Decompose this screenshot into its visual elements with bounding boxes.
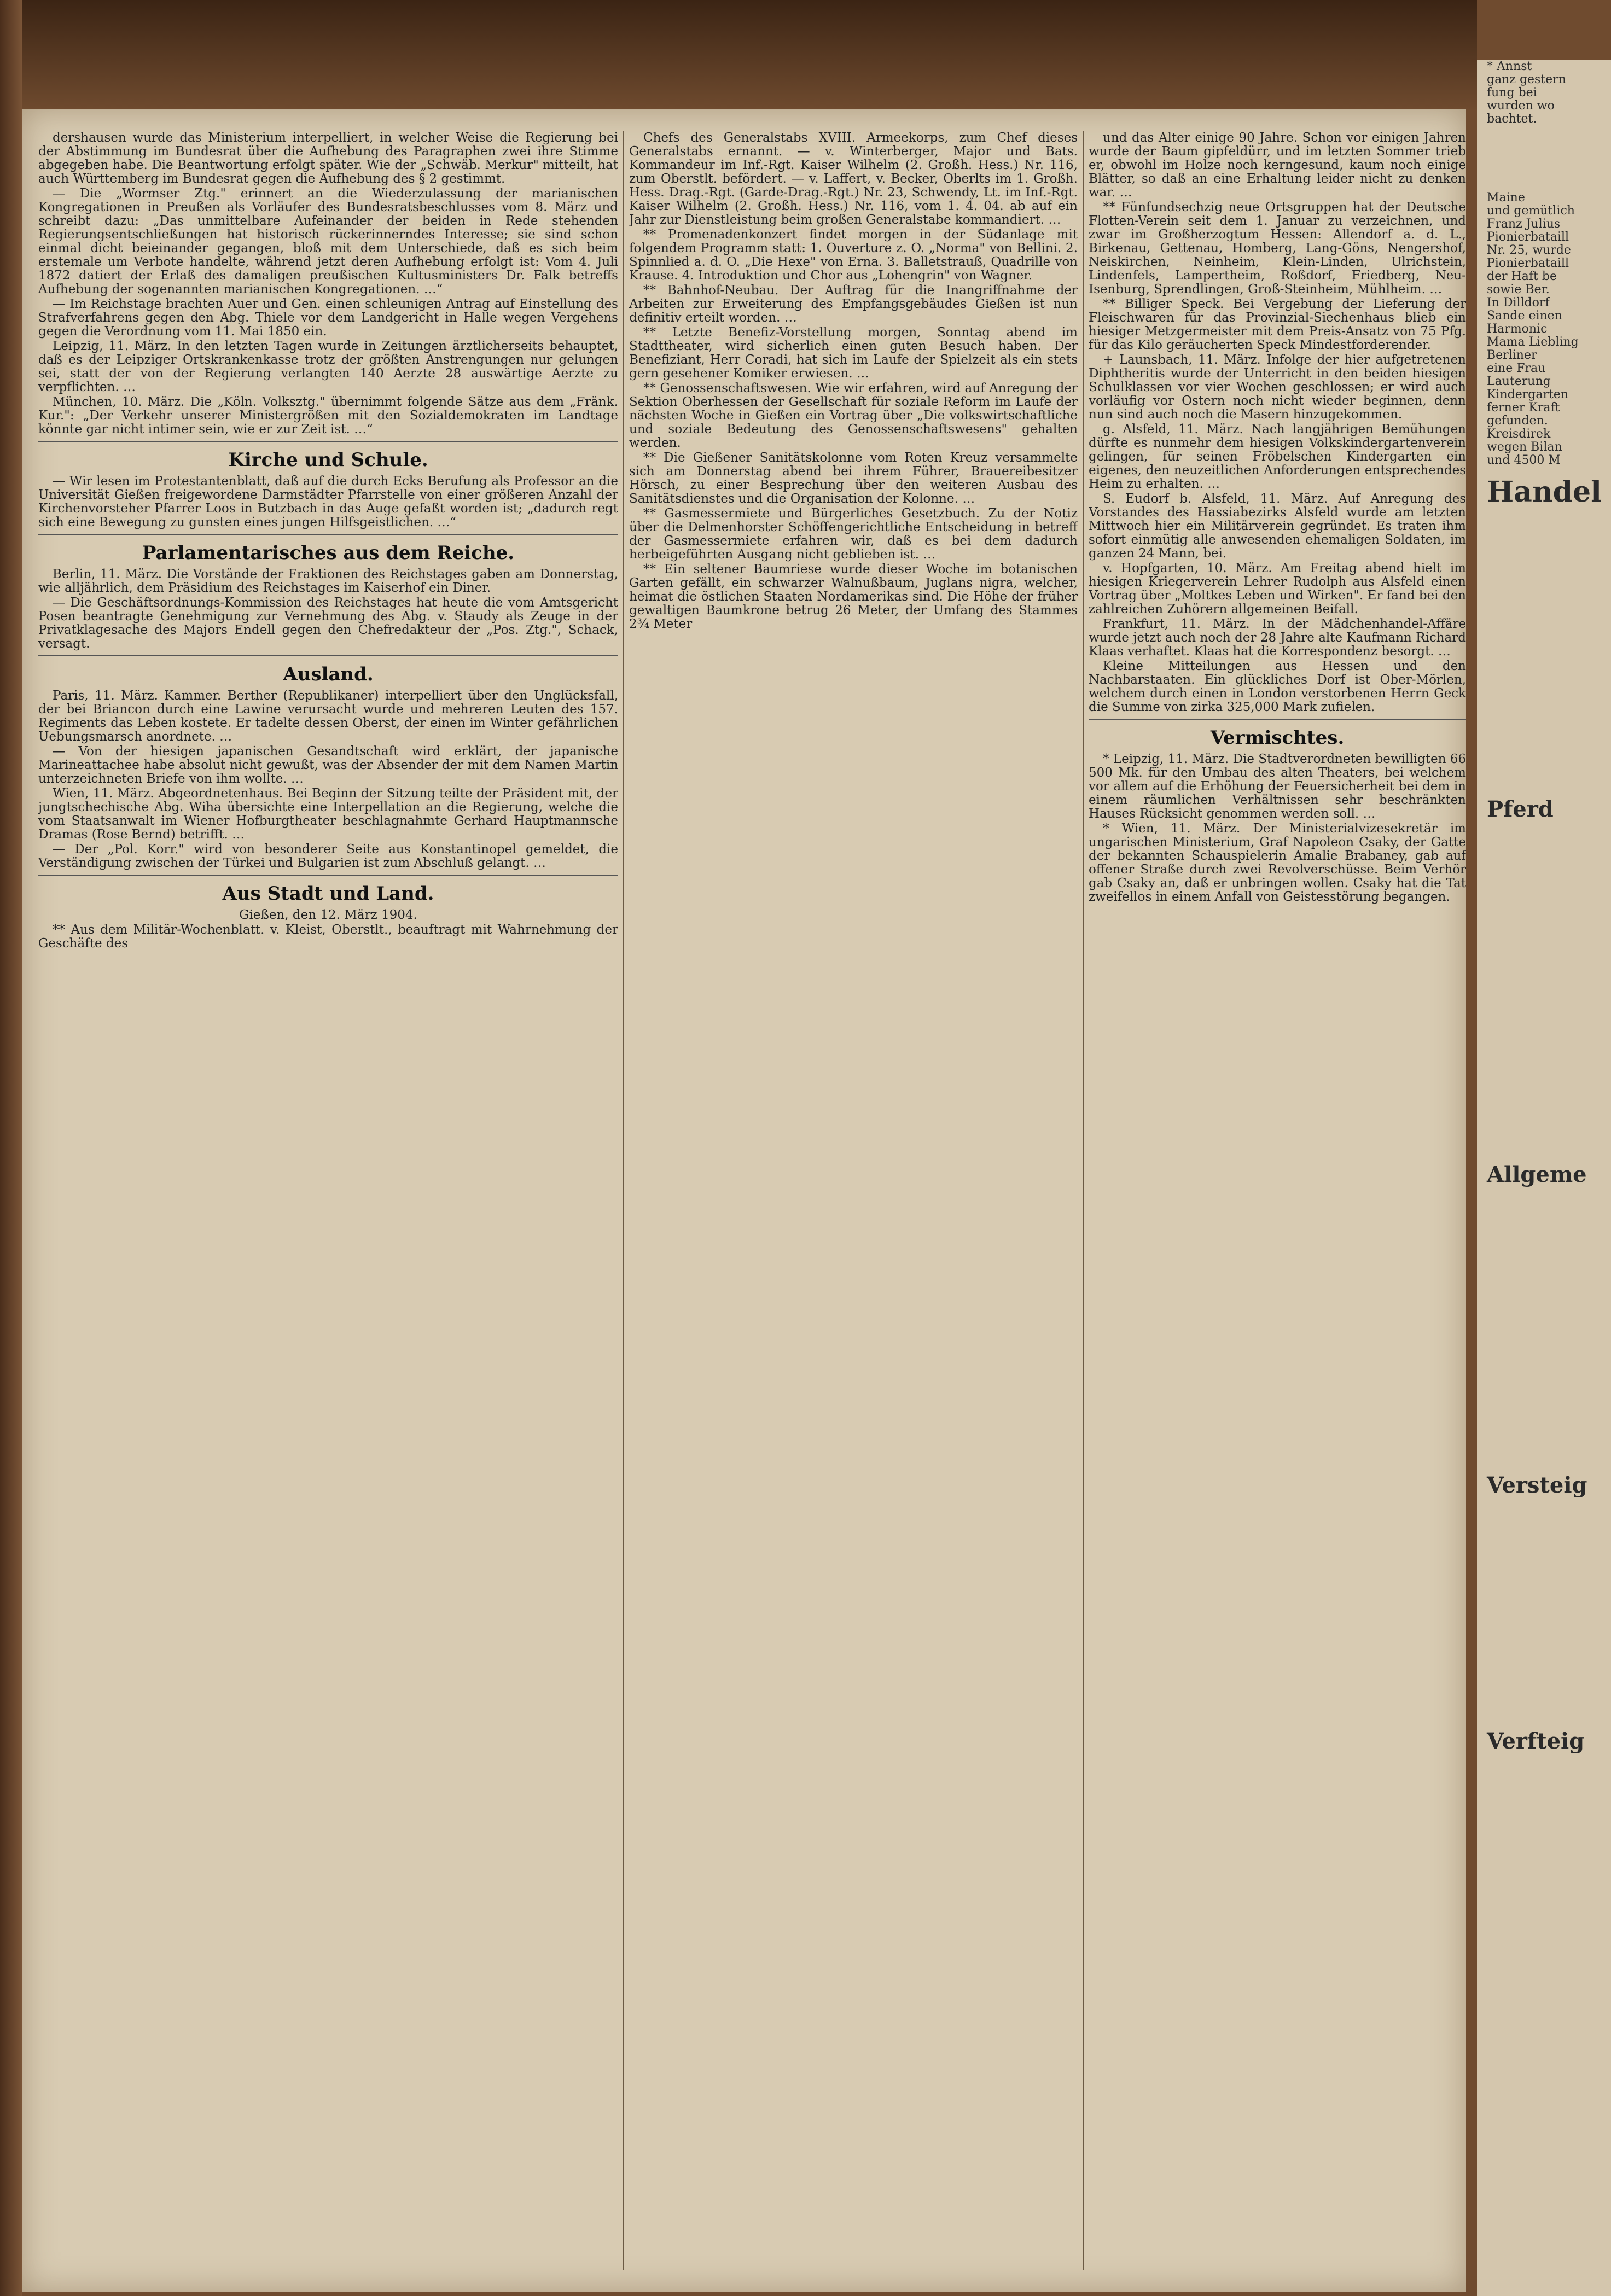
paragraph: München, 10. März. Die „Köln. Volksztg." übernimmt folgende Sätze aus dem „Fränk. Kur.": „Der Verkehr unserer Ministergrößen mit den Sozialdemokraten im Landtage könnte gar nicht intimer sein, wie er zur Zeit ist. …“ bbox=[38, 395, 618, 436]
paragraph: ** Gasmessermiete und Bürgerliches Gesetzbuch. Zu der Notiz über die Delmenhorster Schöffengerichtliche Entscheidung in betreff der Gasmessermiete erfahren wir, daß es bei dem dadurch herbeigeführten Ausgang nicht geblieben ist. … bbox=[629, 506, 1078, 562]
fragment-line: wegen Bilan bbox=[1487, 440, 1562, 454]
column-rule bbox=[1083, 131, 1084, 2270]
fragment-line: Sande einen bbox=[1487, 309, 1562, 323]
paragraph: Leipzig, 11. März. In den letzten Tagen wurde in Zeitungen ärztlicherseits behauptet, daß es der Leipziger Ortskrankenkasse trotz der größten Anstrengungen nur gelungen sei, statt der von der Regierung verlangten 140 Aerzte 28 auswärtige Aerzte zu verpflichten. … bbox=[38, 339, 618, 394]
paragraph: ** Ein seltener Baumriese wurde dieser Woche im botanischen Garten gefällt, ein schwarzer Walnußbaum, Juglans nigra, welcher, heimat die östlichen Staaten Nordamerikas sind. Die Höhe der früher gewaltigen Baumkrone betrug 26 Meter, der Umfang des Stammes 2¾ Meter bbox=[629, 562, 1078, 631]
fragment-line: Franz Julius bbox=[1487, 217, 1561, 231]
dateline: Gießen, den 12. März 1904. bbox=[239, 908, 417, 922]
paragraph: ** Letzte Benefiz-Vorstellung morgen, Sonntag abend im Stadttheater, wird sicherlich einen guten Besuch haben. Der Benefiziant, Herr Coradi, hat sich im Laufe der Spielzeit als ein stets gern gesehener Komiker erwiesen. … bbox=[629, 325, 1078, 381]
fragment-line: Lauterung bbox=[1487, 375, 1551, 388]
paragraph: — Der „Pol. Korr." wird von besonderer Seite aus Konstantinopel gemeldet, die Verständigung zwischen der Türkei und Bulgarien ist zum Abschluß gelangt. … bbox=[38, 842, 618, 870]
fragment-line: der Haft be bbox=[1487, 270, 1557, 283]
adjacent-page-fragment bbox=[1477, 60, 1611, 2296]
fragment-line: Harmonic bbox=[1487, 322, 1548, 336]
paragraph: — Von der hiesigen japanischen Gesandtschaft wird erklärt, der japanische Marineattachee habe absolut nicht gewußt, was der Absender der mit dem Namen Martin unterzeichneten Briefe von ihm wollte. … bbox=[38, 744, 618, 786]
fragment-line: Nr. 25, wurde bbox=[1487, 243, 1571, 257]
paragraph: Paris, 11. März. Kammer. Berther (Republikaner) interpelliert über den Unglücksfall, der bei Briancon durch eine Lawine verursacht wurde und mehreren Leuten des 157. Regiments das Leben kostete. Er tadelte dessen Oberst, der einen im Winter gefährlichen Uebungsmarsch anordnete. … bbox=[38, 689, 618, 744]
paragraph: + Launsbach, 11. März. Infolge der hier aufgetretenen Diphtheritis wurde der Unterricht in den beiden hiesigen Schulklassen vor vier Wochen geschlossen; er wird auch vorläufig vor Ostern noch nicht wieder beginnen, denn nun sind auch noch die Masern hinzugekommen. bbox=[1089, 353, 1466, 422]
fragment-line: bachtet. bbox=[1487, 112, 1537, 126]
fragment-line: gefunden. bbox=[1487, 414, 1548, 428]
newspaper-page bbox=[22, 109, 1466, 2292]
fragment-line: Maine bbox=[1487, 191, 1525, 205]
fragment-line: und gemütlich bbox=[1487, 204, 1575, 218]
paragraph: ** Bahnhof-Neubau. Der Auftrag für die Inangriffnahme der Arbeiten zur Erweiterung des Empfangsgebäudes Gießen ist nun definitiv erteilt worden. … bbox=[629, 283, 1078, 325]
paragraph: ** Aus dem Militär-Wochenblatt. v. Kleist, Oberstlt., beauftragt mit Wahrnehmung der Geschäfte des bbox=[38, 923, 618, 951]
paragraph: — Wir lesen im Protestantenblatt, daß auf die durch Ecks Berufung als Professor an die Universität Gießen freigewordene Darmstädter Pfarrstelle von einer größeren Anzahl der Kirchenvorsteher Pfarrer Loos in Butzbach in das Auge gefaßt worden ist; „dadurch regt sich eine Bewegung zu gunsten eines jungen Hilfsgeistlichen. …“ bbox=[38, 474, 618, 529]
divider bbox=[38, 441, 618, 442]
paragraph: Berlin, 11. März. Die Vorstände der Fraktionen des Reichstages gaben am Donnerstag, wie alljährlich, dem Präsidium des Reichstages im Kaiserhof ein Diner. bbox=[38, 567, 618, 595]
fragment-line: ganz gestern bbox=[1487, 73, 1566, 86]
book-binding-left bbox=[0, 0, 22, 2296]
fragment-line: fung bei bbox=[1487, 86, 1537, 100]
section-heading-ausland: Ausland. bbox=[283, 663, 374, 685]
fragment-line: Kreisdirek bbox=[1487, 427, 1551, 441]
section-heading-vermischtes: Vermischtes. bbox=[1210, 727, 1345, 749]
paragraph: Wien, 11. März. Abgeordnetenhaus. Bei Beginn der Sitzung teilte der Präsident mit, der jungtschechische Abg. Wiha übersichte eine Interpellation an die Regierung, welche die vom Staatsanwalt im Wiener Hofburgtheater beschlagnahmte Gerhard Hauptmannsche Dramas (Rose Bernd) betrifft. … bbox=[38, 786, 618, 842]
fragment-heading: Handel bbox=[1487, 475, 1602, 509]
fragment-line: Pionierbataill bbox=[1487, 230, 1569, 244]
fragment-line: In Dilldorf bbox=[1487, 296, 1550, 310]
paragraph: S. Eudorf b. Alsfeld, 11. März. Auf Anregung des Vorstandes des Hassiabezirks Alsfeld wurde am letzten Mittwoch hier ein Militärverein gegründet. Es traten ihm sofort einmütig alle anwesenden ehemaligen Soldaten, im ganzen 24 Mann, bei. bbox=[1089, 492, 1466, 561]
fragment-line: Berliner bbox=[1487, 348, 1537, 362]
fragment-line: eine Frau bbox=[1487, 362, 1546, 375]
column-rule bbox=[623, 131, 624, 2270]
paragraph: v. Hopfgarten, 10. März. Am Freitag abend hielt im hiesigen Kriegerverein Lehrer Rudolph aus Alsfeld einen Vortrag über „Moltkes Leben und Wirken". Er fand bei den zahlreichen Zuhörern allgemeinen Beifall. bbox=[1089, 561, 1466, 616]
paragraph: ** Fünfundsechzig neue Ortsgruppen hat der Deutsche Flotten-Verein seit dem 1. Januar zu verzeichnen, und zwar im Großherzogtum Hessen: Allendorf a. d. L., Birkenau, Gettenau, Homberg, Lang-Göns, Nengershof, Neiskirchen, Neinheim, Klein-Linden, Ulrichstein, Lindenfels, Lampertheim, Roßdorf, Friedberg, Neu-Isenburg, Sprendlingen, Groß-Steinheim, Mühlheim. … bbox=[1089, 200, 1466, 296]
fragment-line: sowie Ber. bbox=[1487, 283, 1550, 296]
section-heading-parlament: Parlamentarisches aus dem Reiche. bbox=[142, 542, 515, 564]
divider bbox=[38, 534, 618, 535]
section-heading-kirche: Kirche und Schule. bbox=[228, 449, 428, 471]
fragment-line: wurden wo bbox=[1487, 99, 1555, 113]
paragraph: — Im Reichstage brachten Auer und Gen. einen schleunigen Antrag auf Einstellung des Strafverfahrens gegen den Abg. Thiele vor dem Landgericht in Halle wegen Vergehens gegen die Verordnung vom 11. Mai 1850 ein. bbox=[38, 297, 618, 339]
fragment-line: ferner Kraft bbox=[1487, 401, 1560, 415]
fragment-line: Mama Liebling bbox=[1487, 335, 1579, 349]
paragraph: ** Promenadenkonzert findet morgen in der Südanlage mit folgendem Programm statt: 1. Ouverture z. O. „Norma" von Bellini. 2. Spinnlied a. d. O. „Die Hexe" von Erna. 3. Balletstrauß, Quadrille von Krause. 4. Introduktion und Chor aus „Lohengrin" von Wagner. bbox=[629, 228, 1078, 283]
divider bbox=[1089, 719, 1466, 720]
fragment-line: Pionierbataill bbox=[1487, 257, 1569, 270]
paragraph: — Die „Wormser Ztg." erinnert an die Wiederzulassung der marianischen Kongregationen in Preußen als Vorläufer des Bundesratsbeschlusses vom 8. März und schreibt dazu: „Das unmittelbare Aufeinander der beiden in Rede stehenden Regierungsentschließungen hat historisch rückerinnerndes Interesse; sie sind schon einmal dicht beieinander gegangen, bloß mit dem Unterschiede, daß es sich beim erstemale um Verbote handelte, während jetzt deren Aufhebung erfolgt ist: Vom 4. Juli 1872 datiert der Erlaß des damaligen preußischen Kultusministers Dr. Falk betreffs Aufhebung der sogenannten marianischen Kongregationen. …“ bbox=[38, 187, 618, 296]
paragraph: — Die Geschäftsordnungs-Kommission des Reichstages hat heute die vom Amtsgericht Posen beantragte Genehmigung zur Vernehmung des Abg. v. Staudy als Zeuge in der Privatklagesache des Majors Endell gegen den Chefredakteur der „Pos. Ztg.", Schack, versagt. bbox=[38, 596, 618, 651]
fragment-heading: Verfteig bbox=[1487, 1728, 1585, 1754]
column-3 bbox=[1089, 131, 1466, 2270]
paragraph: * Wien, 11. März. Der Ministerialvizesekretär im ungarischen Ministerium, Graf Napoleon Csaky, der Gatte der bekannten Schauspielerin Amalie Brabaney, gab auf offener Straße durch zwei Revolverschüsse. Beim Verhör gab Csaky an, daß er unbringen wollen. Csaky hat die Tat zweifellos in einem Anfall von Geistesstörung begangen. bbox=[1089, 821, 1466, 904]
paragraph: dershausen wurde das Ministerium interpelliert, in welcher Weise die Regierung bei der Abstimmung im Bundesrat über die Aufhebung des Paragraphen zwei ihre Stimme abgegeben habe. Die Beantwortung erfolgt später. Wie der „Schwäb. Merkur" mitteilt, hat auch Württemberg im Bundesrat gegen die Aufhebung des § 2 gestimmt. bbox=[38, 131, 618, 186]
paragraph: g. Alsfeld, 11. März. Nach langjährigen Bemühungen dürfte es nunmehr dem hiesigen Volkskindergartenverein gelingen, für seinen Fröbelschen Kindergarten ein eigenes, den neuzeitlichen Anforderungen entsprechendes Heim zu erhalten. … bbox=[1089, 422, 1466, 491]
paragraph: Chefs des Generalstabs XVIII. Armeekorps, zum Chef dieses Generalstabs ernannt. — v. Winterberger, Major und Bats. Kommandeur im Inf.-Rgt. Kaiser Wilhelm (2. Großh. Hess.) Nr. 116, zum Oberstlt. befördert. — v. Laffert, v. Becker, Oberlts im 1. Großh. Hess. Drag.-Rgt. (Garde-Drag.-Rgt.) Nr. 23, Schwendy, Lt. im Inf.-Rgt. Kaiser Wilhelm (2. Großh. Hess.) Nr. 116, vom 1. 4. 04. ab auf ein Jahr zur Dienstleistung beim großen Generalstabe kommandiert. … bbox=[629, 131, 1078, 227]
divider bbox=[38, 655, 618, 656]
column-2 bbox=[629, 131, 1078, 2270]
paragraph: ** Billiger Speck. Bei Vergebung der Lieferung der Fleischwaren für das Provinzial-Siechenhaus blieb ein hiesiger Metzgermeister mit dem Preis-Ansatz von 75 Pfg. für das Kilo geräucherten Speck Mindestforderender. bbox=[1089, 297, 1466, 352]
paragraph: ** Genossenschaftswesen. Wie wir erfahren, wird auf Anregung der Sektion Oberhessen der Gesellschaft für soziale Reform im Laufe der nächsten Woche in Gießen ein Vortrag über „Die volkswirtschaftliche und soziale Bedeutung des Genossenschaftswesens" gehalten werden. bbox=[629, 381, 1078, 450]
paragraph: ** Die Gießener Sanitätskolonne vom Roten Kreuz versammelte sich am Donnerstag abend bei ihrem Führer, Brauereibesitzer Hörsch, zu einer Besprechung über den weiteren Ausbau des Sanitätsdienstes und die Organisation der Kolonne. … bbox=[629, 451, 1078, 506]
fragment-heading: Versteig bbox=[1487, 1472, 1587, 1498]
column-1 bbox=[38, 131, 618, 2270]
paragraph: Kleine Mitteilungen aus Hessen und den Nachbarstaaten. Ein glückliches Dorf ist Ober-Mörlen, welchem durch einen in London verstorbenen Herrn Geck die Summe von zirka 325,000 Mark zufielen. bbox=[1089, 659, 1466, 714]
paragraph: Frankfurt, 11. März. In der Mädchenhandel-Affäre wurde jetzt auch noch der 28 Jahre alte Kaufmann Richard Klaas verhaftet. Klaas hat die Korrespondenz besorgt. … bbox=[1089, 617, 1466, 659]
fragment-heading: Pferd bbox=[1487, 796, 1554, 822]
fragment-line: * Annst bbox=[1487, 60, 1532, 73]
book-binding-top bbox=[22, 0, 1477, 109]
divider bbox=[38, 875, 618, 876]
paragraph: * Leipzig, 11. März. Die Stadtverordneten bewilligten 66 500 Mk. für den Umbau des alten Theaters, bei welchem vor allem auf die Erhöhung der Feuersicherheit bei dem in einem räumlichen Verhältnissen sehr beschränkten Hauses Rücksicht genommen werden soll. … bbox=[1089, 752, 1466, 821]
fragment-line: Kindergarten bbox=[1487, 388, 1569, 401]
fragment-line: und 4500 M bbox=[1487, 453, 1561, 467]
section-heading-stadt: Aus Stadt und Land. bbox=[222, 883, 434, 905]
paragraph: und das Alter einige 90 Jahre. Schon vor einigen Jahren wurde der Baum gipfeldürr, und im letzten Sommer trieb er, obwohl im Holze noch kerngesund, kaum noch einige Blätter, so daß an eine Erhaltung leider nicht zu denken war. … bbox=[1089, 131, 1466, 200]
fragment-heading: Allgeme bbox=[1487, 1162, 1587, 1187]
